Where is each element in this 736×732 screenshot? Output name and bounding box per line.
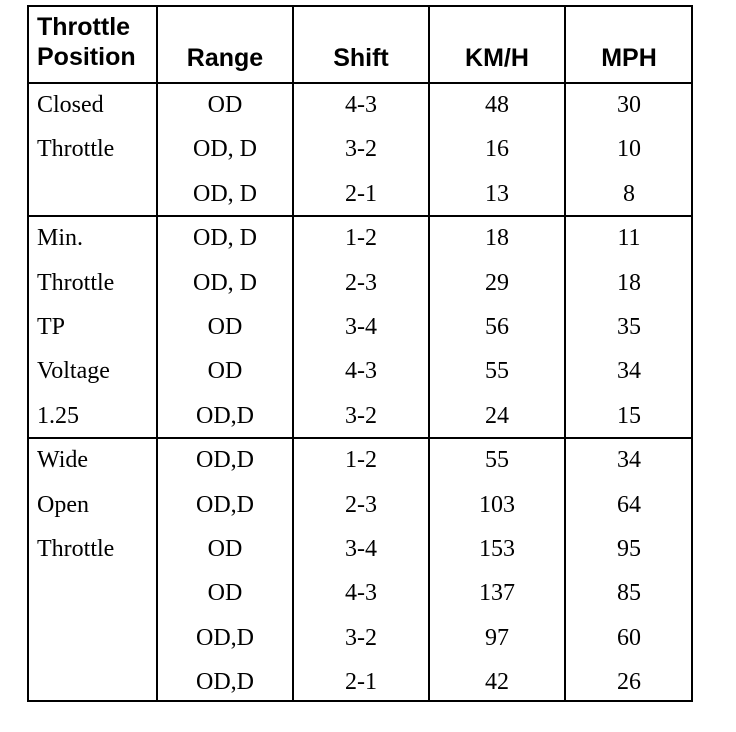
cell-throttle-position: TP [37,314,66,340]
header-shift: Shift [333,44,389,72]
cell-kmh: 103 [479,491,515,518]
cell-range: OD,D [196,402,254,429]
cell-range: OD,D [196,669,254,696]
cell-shift: 2-1 [345,180,377,207]
cell-kmh: 55 [485,447,509,474]
cell-kmh: 13 [485,180,509,207]
cell-range: OD [207,92,243,118]
cell-range: OD,D [196,624,254,651]
cell-kmh: 16 [485,136,509,163]
cell-shift: 3-2 [345,624,377,651]
cell-shift: 2-3 [345,269,377,296]
cell-mph: 64 [617,491,641,518]
header-range: Range [186,44,264,72]
cell-throttle-position: 1.25 [37,402,79,429]
cell-shift: 4-3 [345,92,377,118]
cell-mph: 30 [617,92,641,118]
cell-kmh: 42 [485,669,509,696]
cell-shift: 1-2 [345,447,377,474]
cell-kmh: 137 [479,580,515,607]
cell-mph: 11 [617,225,641,252]
cell-range: OD,D [196,447,254,474]
cell-throttle-position: Throttle [37,536,115,562]
cell-range: OD [207,358,243,385]
cell-mph: 26 [617,669,641,696]
cell-throttle-position [37,571,157,615]
cell-kmh: 24 [485,402,509,429]
cell-kmh: 97 [485,624,509,651]
cell-range: OD, D [193,136,257,163]
cell-kmh: 55 [485,358,509,385]
cell-mph: 18 [617,269,641,296]
cell-throttle-position: Voltage [37,358,110,385]
cell-throttle-position: Throttle [37,269,115,296]
cell-shift: 3-4 [345,314,377,340]
cell-range: OD [207,314,243,340]
cell-range: OD,D [196,491,254,518]
cell-shift: 3-4 [345,536,377,562]
cell-mph: 35 [617,314,641,340]
cell-range: OD, D [193,225,257,252]
cell-throttle-position: Min. [37,225,84,252]
header-throttle-position [37,12,136,72]
header-mph: MPH [601,44,657,72]
cell-kmh: 29 [485,269,509,296]
cell-mph: 15 [617,402,641,429]
cell-shift: 3-2 [345,136,377,163]
cell-range: OD, D [193,180,257,207]
cell-shift: 1-2 [345,225,377,252]
cell-kmh: 18 [485,225,509,252]
cell-mph: 8 [623,180,635,207]
cell-range: OD [207,580,243,607]
header-throttle-line1: Throttle [37,13,131,41]
cell-shift: 4-3 [345,580,377,607]
cell-mph: 34 [617,358,641,385]
cell-throttle-position: Closed [37,92,104,118]
cell-kmh: 153 [479,536,515,562]
cell-throttle-position: Throttle [37,136,115,163]
cell-kmh: 56 [485,314,509,340]
header-throttle-line2: Position [37,43,136,71]
cell-kmh: 48 [485,92,509,118]
cell-shift: 2-1 [345,669,377,696]
cell-throttle-position [37,616,157,660]
header-kmh: KM/H [465,44,529,72]
cell-shift: 3-2 [345,402,377,429]
cell-shift: 2-3 [345,491,377,518]
cell-mph: 60 [617,624,641,651]
cell-mph: 95 [617,536,641,562]
cell-range: OD [207,536,243,562]
cell-mph: 85 [617,580,641,607]
cell-mph: 10 [617,136,641,163]
cell-throttle-position: Open [37,491,89,518]
cell-mph: 34 [617,447,641,474]
cell-shift: 4-3 [345,358,377,385]
cell-throttle-position: Wide [37,447,89,474]
shift-speed-table [27,5,693,702]
cell-range: OD, D [193,269,257,296]
cell-throttle-position [37,172,157,216]
cell-throttle-position [37,660,157,704]
